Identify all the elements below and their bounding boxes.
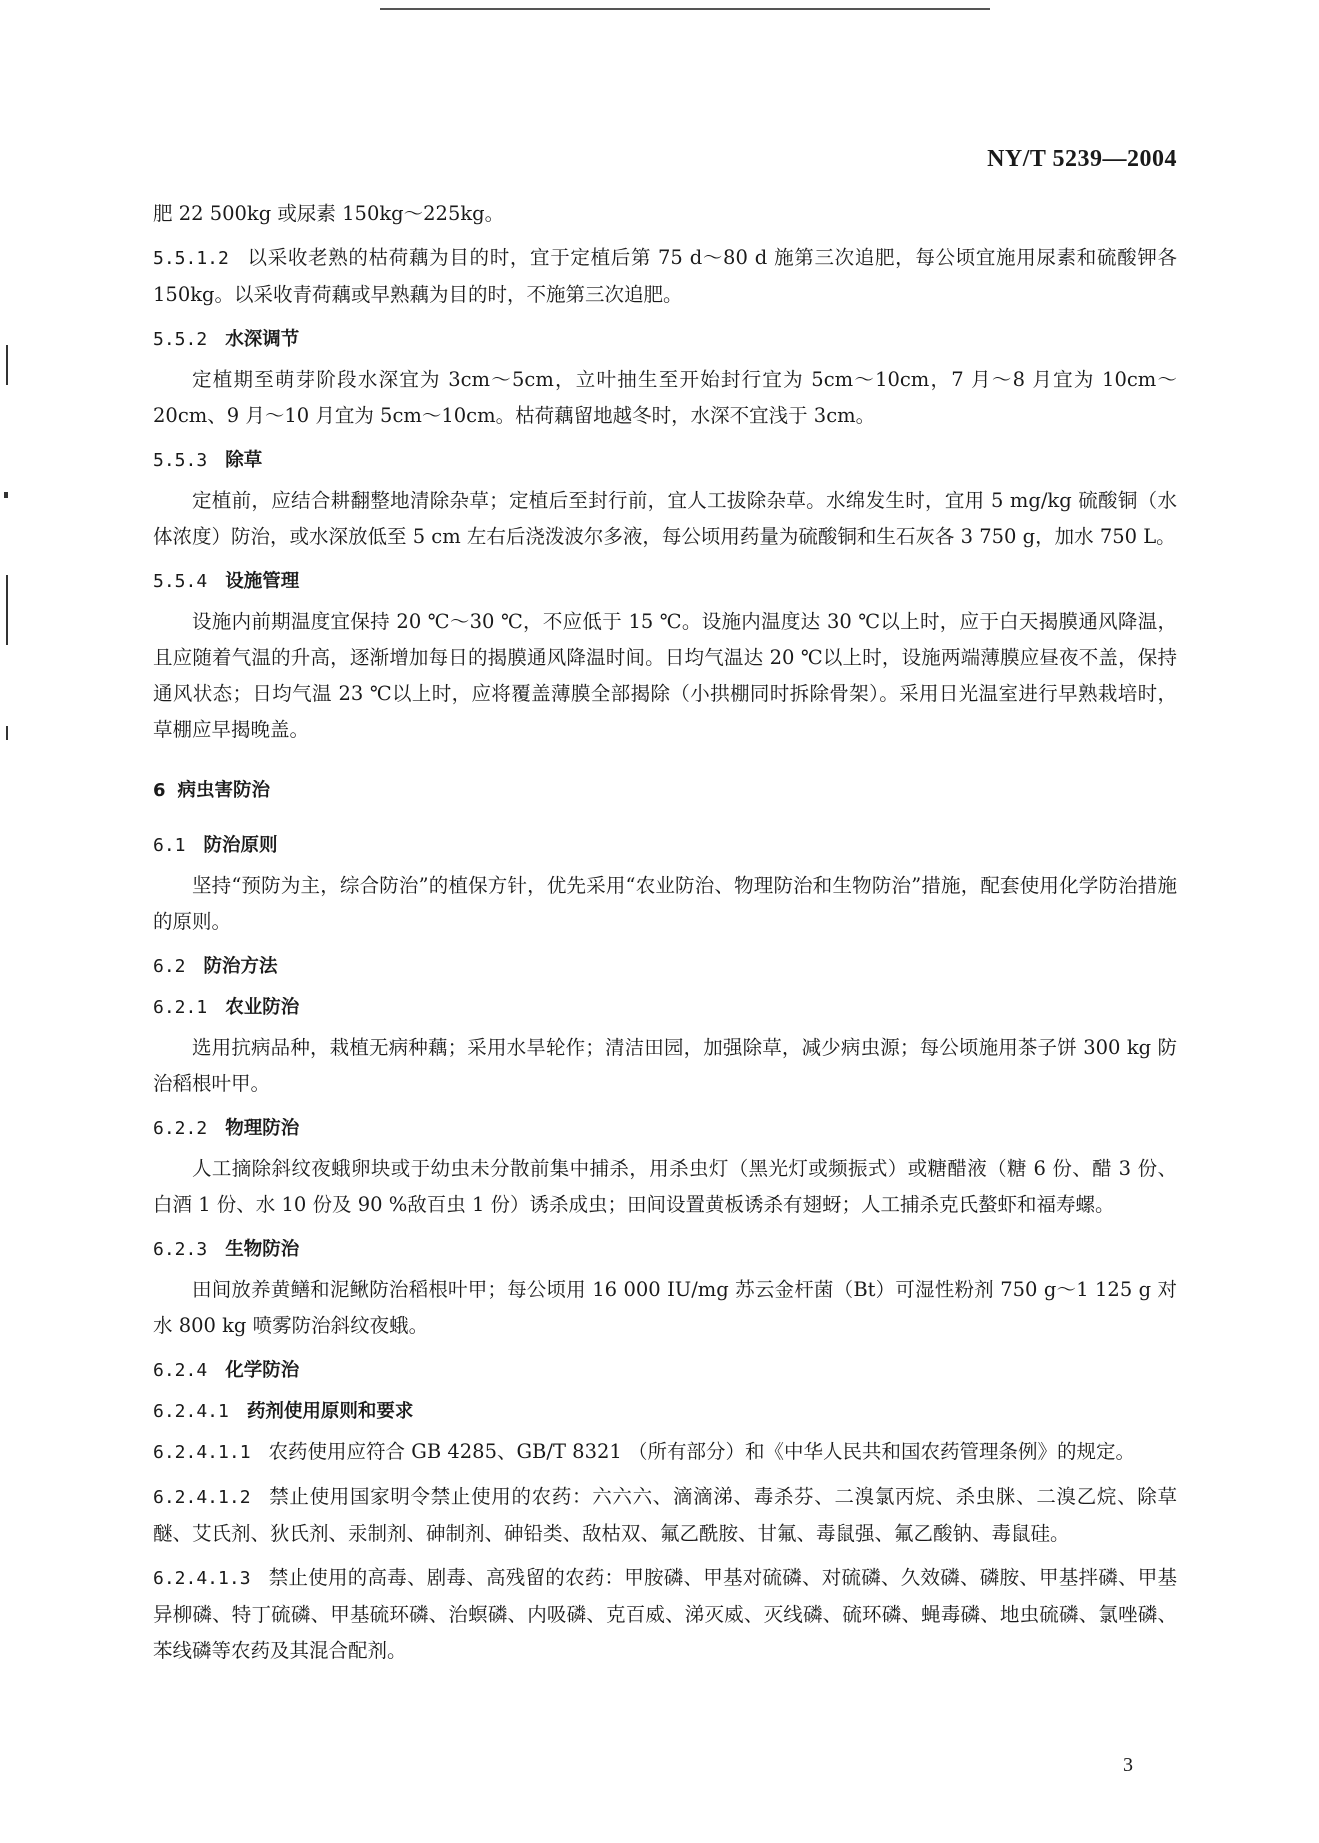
paragraph-text: 人工摘除斜纹夜蛾卵块或于幼虫未分散前集中捕杀，用杀虫灯（黑光灯或频振式）或糖醋液（糖 6 份、醋 3 份、白酒 1 份、水 10 份及 90 %敌百虫 1 份）诱杀成虫；田间设置黄板诱杀有翅蚜；人工捕杀克氏螯虾和福寿螺。 — [153, 1157, 1177, 1216]
section-title: 农业防治 — [225, 997, 300, 1018]
paragraph-text: 禁止使用的高毒、剧毒、高残留的农药：甲胺磷、甲基对硫磷、对硫磷、久效磷、磷胺、甲基拌磷、甲基异柳磷、特丁硫磷、甲基硫环磷、治螟磷、内吸磷、克百威、涕灭威、灭线磷、硫环磷、蝇毒磷、地虫硫磷、氯唑磷、苯线磷等农药及其混合配剂。 — [153, 1566, 1177, 1662]
paragraph — [153, 483, 1177, 555]
clause-number: 6.2.4.1.2 — [153, 1487, 251, 1508]
clause-number: 5.5.1.2 — [153, 248, 229, 269]
section-number: 6 — [153, 780, 166, 801]
paragraph-text: 肥 22 500kg 或尿素 150kg～225kg。 — [153, 202, 505, 225]
section-number: 6.2.3 — [153, 1239, 208, 1260]
paragraph — [153, 604, 1177, 748]
section-number: 5.5.3 — [153, 450, 208, 471]
paragraph-text: 禁止使用国家明令禁止使用的农药：六六六、滴滴涕、毒杀芬、二溴氯丙烷、杀虫脒、二溴乙烷、除草醚、艾氏剂、狄氏剂、汞制剂、砷制剂、砷铅类、敌枯双、氟乙酰胺、甘氟、毒鼠强、氟乙酸钠、毒鼠硅。 — [153, 1485, 1177, 1545]
section-heading — [153, 563, 1177, 600]
paragraph — [153, 868, 1177, 940]
section-title: 药剂使用原则和要求 — [246, 1401, 414, 1422]
section-number: 6.1 — [153, 835, 186, 856]
section-title: 水深调节 — [225, 329, 300, 350]
section-heading — [153, 827, 1177, 864]
paragraph — [153, 1030, 1177, 1102]
paragraph — [153, 1434, 1177, 1471]
section-heading — [153, 989, 1177, 1026]
chapter-heading — [153, 772, 1177, 809]
top-rule — [380, 8, 990, 10]
paragraph — [153, 196, 1177, 232]
paragraph — [153, 1560, 1177, 1669]
section-title: 防治原则 — [203, 835, 278, 856]
paragraph-text: 定植期至萌芽阶段水深宜为 3cm～5cm，立叶抽生至开始封行宜为 5cm～10cm，7 月～8 月宜为 10cm～20cm、9 月～10 月宜为 5cm～10cm。枯荷藕留地越冬时，水深不宜浅于 3cm。 — [153, 368, 1177, 427]
scan-mark — [6, 345, 8, 385]
section-title: 生物防治 — [225, 1239, 300, 1260]
section-heading — [153, 1231, 1177, 1268]
section-heading — [153, 442, 1177, 479]
paragraph-text: 以采收老熟的枯荷藕为目的时，宜于定植后第 75 d～80 d 施第三次追肥，每公顷宜施用尿素和硫酸钾各 150kg。以采收青荷藕或早熟藕为目的时，不施第三次追肥。 — [153, 246, 1177, 306]
paragraph-text: 田间放养黄鳝和泥鳅防治稻根叶甲；每公顷用 16 000 IU/mg 苏云金杆菌（Bt）可湿性粉剂 750 g～1 125 g 对水 800 kg 喷雾防治斜纹夜蛾。 — [153, 1278, 1177, 1337]
paragraph-text: 定植前，应结合耕翻整地清除杂草；定植后至封行前，宜人工拔除杂草。水绵发生时，宜用 5 mg/kg 硫酸铜（水体浓度）防治，或水深放低至 5 cm 左右后浇泼波尔多液，每公顷用药量为硫酸铜和生石灰各 3 750 g，加水 750 L。 — [153, 489, 1177, 548]
paragraph — [153, 240, 1177, 313]
paragraph — [153, 1272, 1177, 1344]
section-number: 5.5.2 — [153, 329, 208, 350]
paragraph — [153, 1151, 1177, 1223]
section-heading — [153, 1110, 1177, 1147]
paragraph-text: 农药使用应符合 GB 4285、GB/T 8321 （所有部分）和《中华人民共和国农药管理条例》的规定。 — [268, 1440, 1135, 1463]
paragraph — [153, 362, 1177, 434]
page-number: 3 — [1123, 1754, 1133, 1776]
section-title: 病虫害防治 — [177, 780, 271, 801]
paragraph-text: 坚持“预防为主，综合防治”的植保方针，优先采用“农业防治、物理防治和生物防治”措施，配套使用化学防治措施的原则。 — [153, 874, 1177, 933]
paragraph-text: 设施内前期温度宜保持 20 ℃～30 ℃，不应低于 15 ℃。设施内温度达 30 ℃以上时，应于白天揭膜通风降温，且应随着气温的升高，逐渐增加每日的揭膜通风降温时间。日均气温达 20 ℃以上时，设施两端薄膜应昼夜不盖，保持通风状态；日均气温 23 ℃以上时，应将覆盖薄膜全部揭除（小拱棚同时拆除骨架）。采用日光温室进行早熟栽培时，草棚应早揭晚盖。 — [153, 610, 1177, 741]
section-heading — [153, 321, 1177, 358]
section-title: 除草 — [225, 450, 263, 471]
section-number: 6.2.2 — [153, 1118, 208, 1139]
section-number: 5.5.4 — [153, 571, 208, 592]
section-title: 设施管理 — [225, 571, 300, 592]
standard-code: NY/T 5239—2004 — [987, 146, 1177, 172]
scan-mark — [4, 492, 8, 498]
section-number: 6.2.4 — [153, 1360, 208, 1381]
section-title: 物理防治 — [225, 1118, 300, 1139]
section-number: 6.2.1 — [153, 997, 208, 1018]
clause-number: 6.2.4.1.1 — [153, 1442, 251, 1463]
paragraph-text: 选用抗病品种，栽植无病种藕；采用水旱轮作；清洁田园，加强除草，减少病虫源；每公顷施用茶子饼 300 kg 防治稻根叶甲。 — [153, 1036, 1177, 1095]
section-number: 6.2.4.1 — [153, 1401, 229, 1422]
section-number: 6.2 — [153, 956, 186, 977]
document-body — [153, 196, 1177, 1677]
paragraph — [153, 1479, 1177, 1552]
section-title: 化学防治 — [225, 1360, 300, 1381]
scan-mark — [6, 726, 8, 740]
section-heading — [153, 1393, 1177, 1430]
section-heading — [153, 1352, 1177, 1389]
section-heading — [153, 948, 1177, 985]
clause-number: 6.2.4.1.3 — [153, 1568, 251, 1589]
section-title: 防治方法 — [203, 956, 278, 977]
scan-mark — [6, 575, 8, 645]
